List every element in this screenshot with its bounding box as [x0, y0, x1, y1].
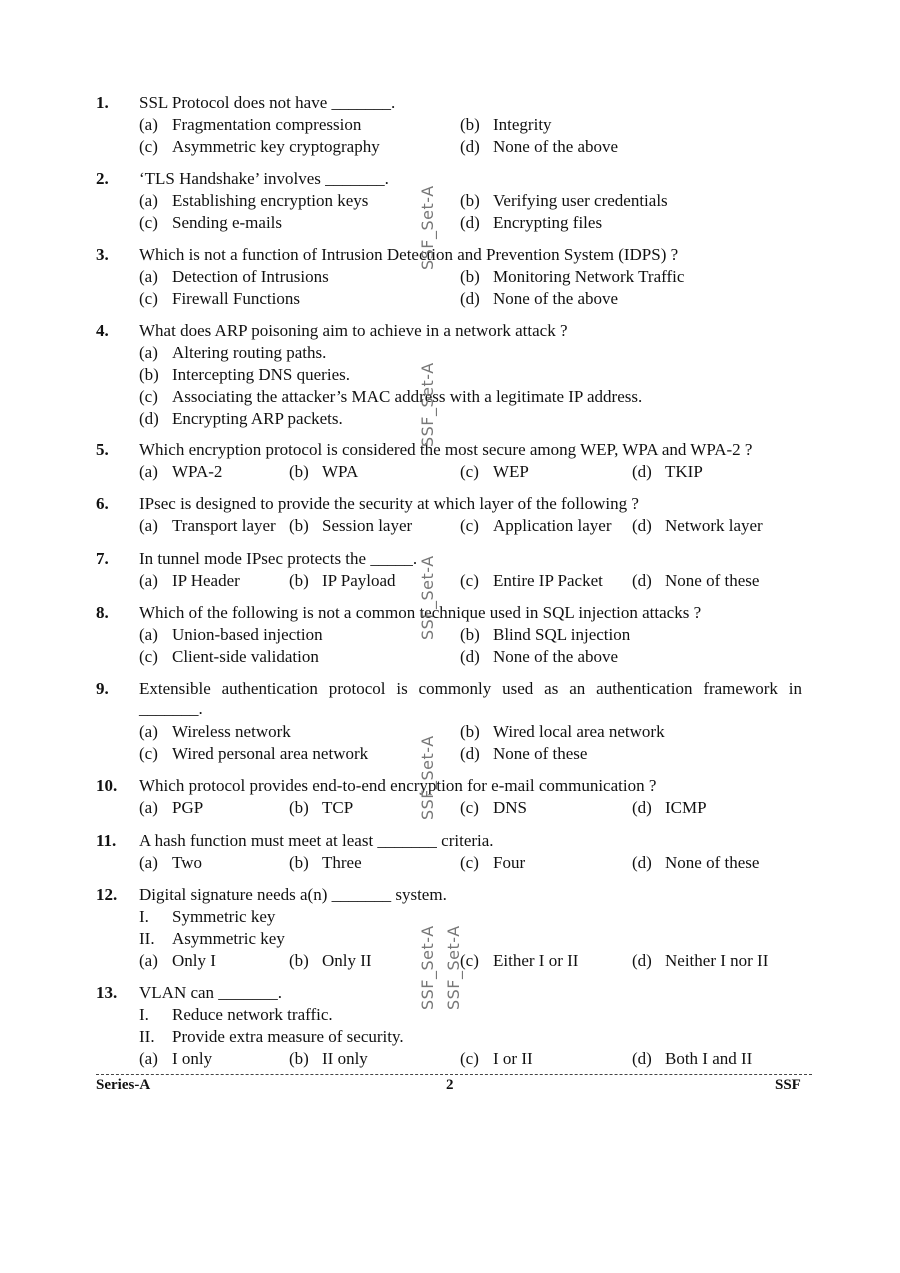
option-b: (b) Only II: [289, 951, 372, 970]
question-number: 5.: [96, 440, 109, 459]
option-d: (d) Both I and II: [632, 1049, 753, 1068]
option-b: (b) Integrity: [460, 115, 552, 134]
statement-ii: II. Asymmetric key: [139, 929, 285, 948]
question-number: 12.: [96, 885, 118, 904]
option-d: (d) Neither I nor II: [632, 951, 769, 970]
option-a: (a) IP Header: [139, 571, 240, 590]
option-d: (d) ICMP: [632, 798, 707, 817]
watermark: SSF_Set-A: [418, 185, 437, 270]
option-d: (d) None of the above: [460, 289, 619, 308]
option-row: [139, 624, 819, 646]
question-text: Extensible authentication protocol is commonly used as an authentication framework in: [139, 679, 802, 698]
option-row: [139, 743, 819, 765]
option-d: (d) None of the above: [460, 647, 619, 666]
watermark: SSF_Set-A: [418, 362, 437, 447]
option-d: (d) Encrypting ARP packets.: [139, 409, 343, 428]
question-text: Which encryption protocol is considered the most secure among WEP, WPA and WPA-2 ?: [139, 440, 753, 459]
question-number: 7.: [96, 549, 109, 568]
option-b: (b) IP Payload: [289, 571, 396, 590]
option-b: (b) Blind SQL injection: [460, 625, 631, 644]
question-number: 1.: [96, 93, 109, 112]
statement-row: [139, 906, 819, 928]
option-c: (c) Firewall Functions: [139, 289, 300, 308]
option-c: (c) WEP: [460, 462, 529, 481]
option-b: (b) Intercepting DNS queries.: [139, 365, 350, 384]
option-a: (a) PGP: [139, 798, 204, 817]
option-a: (a) I only: [139, 1049, 213, 1068]
option-b: (b) Wired local area network: [460, 722, 665, 741]
option-b: (b) Session layer: [289, 516, 413, 535]
option-d: (d) None of the above: [460, 137, 619, 156]
statement-i: I. Symmetric key: [139, 907, 276, 926]
watermark: SSF_Set-A: [418, 735, 437, 820]
question-number: 13.: [96, 983, 118, 1002]
option-a: (a) Detection of Intrusions: [139, 267, 329, 286]
option-row: [139, 950, 819, 972]
question-number: 11.: [96, 831, 117, 850]
option-a: (a) Transport layer: [139, 516, 276, 535]
option-row: [139, 266, 819, 288]
question-number: 4.: [96, 321, 109, 340]
statement-row: [139, 928, 819, 950]
option-row: [139, 190, 819, 212]
option-a: (a) Only I: [139, 951, 216, 970]
statement-row: [139, 1026, 819, 1048]
statement-i: I. Reduce network traffic.: [139, 1005, 333, 1024]
watermark: SSF_Set-A: [418, 555, 437, 640]
option-row: [139, 288, 819, 310]
question-number: 2.: [96, 169, 109, 188]
option-c: (c) Four: [460, 853, 526, 872]
option-row: [139, 570, 819, 592]
option-row: [139, 342, 819, 364]
option-row: [139, 136, 819, 158]
question-number: 9.: [96, 679, 109, 698]
option-b: (b) Monitoring Network Traffic: [460, 267, 685, 286]
option-c: (c) I or II: [460, 1049, 533, 1068]
option-c: (c) Associating the attacker’s MAC address with a legitimate IP address.: [139, 387, 643, 406]
option-d: (d) None of these: [460, 744, 588, 763]
option-d: (d) Encrypting files: [460, 213, 603, 232]
option-b: (b) II only: [289, 1049, 368, 1068]
question-number: 8.: [96, 603, 109, 622]
question-text: Digital signature needs a(n) _______ system.: [139, 885, 447, 904]
option-row: [139, 1048, 819, 1070]
option-c: (c) Asymmetric key cryptography: [139, 137, 380, 156]
option-row: [139, 364, 819, 386]
option-a: (a) Two: [139, 853, 202, 872]
question-text: Which protocol provides end-to-end encryption for e-mail communication ?: [139, 776, 657, 795]
watermark: SSF_Set-A: [444, 925, 463, 1010]
option-c: (c) Wired personal area network: [139, 744, 369, 763]
page-number: 2: [446, 1077, 454, 1093]
option-b: (b) WPA: [289, 462, 359, 481]
option-d: (d) None of these: [632, 853, 760, 872]
option-c: (c) Client-side validation: [139, 647, 319, 666]
question-text: Which is not a function of Intrusion Detection and Prevention System (IDPS) ?: [139, 245, 679, 264]
watermark: SSF_Set-A: [418, 925, 437, 1010]
question-number: 6.: [96, 494, 109, 513]
statement-ii: II. Provide extra measure of security.: [139, 1027, 404, 1046]
option-row: [139, 646, 819, 668]
option-b: (b) Three: [289, 853, 362, 872]
option-row: [139, 386, 819, 408]
option-c: (c) Either I or II: [460, 951, 579, 970]
question-text: VLAN can _______.: [139, 983, 283, 1002]
option-b: (b) TCP: [289, 798, 354, 817]
option-a: (a) WPA-2: [139, 462, 223, 481]
option-a: (a) Altering routing paths.: [139, 343, 327, 362]
option-row: [139, 461, 819, 483]
option-c: (c) Sending e-mails: [139, 213, 283, 232]
footer-code: SSF: [775, 1077, 801, 1093]
question-text: In tunnel mode IPsec protects the _____.: [139, 549, 418, 568]
option-a: (a) Fragmentation compression: [139, 115, 362, 134]
option-row: [139, 114, 819, 136]
option-row: [139, 408, 819, 430]
option-d: (d) TKIP: [632, 462, 703, 481]
question-number: 3.: [96, 245, 109, 264]
option-d: (d) Network layer: [632, 516, 763, 535]
option-a: (a) Wireless network: [139, 722, 291, 741]
option-c: (c) Application layer: [460, 516, 612, 535]
option-row: [139, 721, 819, 743]
question-number: 10.: [96, 776, 118, 795]
option-row: [139, 515, 819, 537]
option-row: [139, 212, 819, 234]
question-text: ‘TLS Handshake’ involves _______.: [139, 169, 389, 188]
question-text: IPsec is designed to provide the security at which layer of the following ?: [139, 494, 639, 513]
question-text: What does ARP poisoning aim to achieve in a network attack ?: [139, 321, 568, 340]
option-row: [139, 797, 819, 819]
option-a: (a) Union-based injection: [139, 625, 323, 644]
option-b: (b) Verifying user credentials: [460, 191, 668, 210]
option-c: (c) Entire IP Packet: [460, 571, 603, 590]
question-text: SSL Protocol does not have _______.: [139, 93, 396, 112]
option-a: (a) Establishing encryption keys: [139, 191, 369, 210]
footer-divider: [96, 1074, 812, 1075]
option-row: [139, 852, 819, 874]
option-c: (c) DNS: [460, 798, 528, 817]
option-d: (d) None of these: [632, 571, 760, 590]
statement-row: [139, 1004, 819, 1026]
question-text: Which of the following is not a common technique used in SQL injection attacks ?: [139, 603, 702, 622]
question-text-continued: _______.: [139, 699, 203, 718]
footer-series: Series-A: [96, 1077, 151, 1093]
question-text: A hash function must meet at least _______ criteria.: [139, 831, 494, 850]
